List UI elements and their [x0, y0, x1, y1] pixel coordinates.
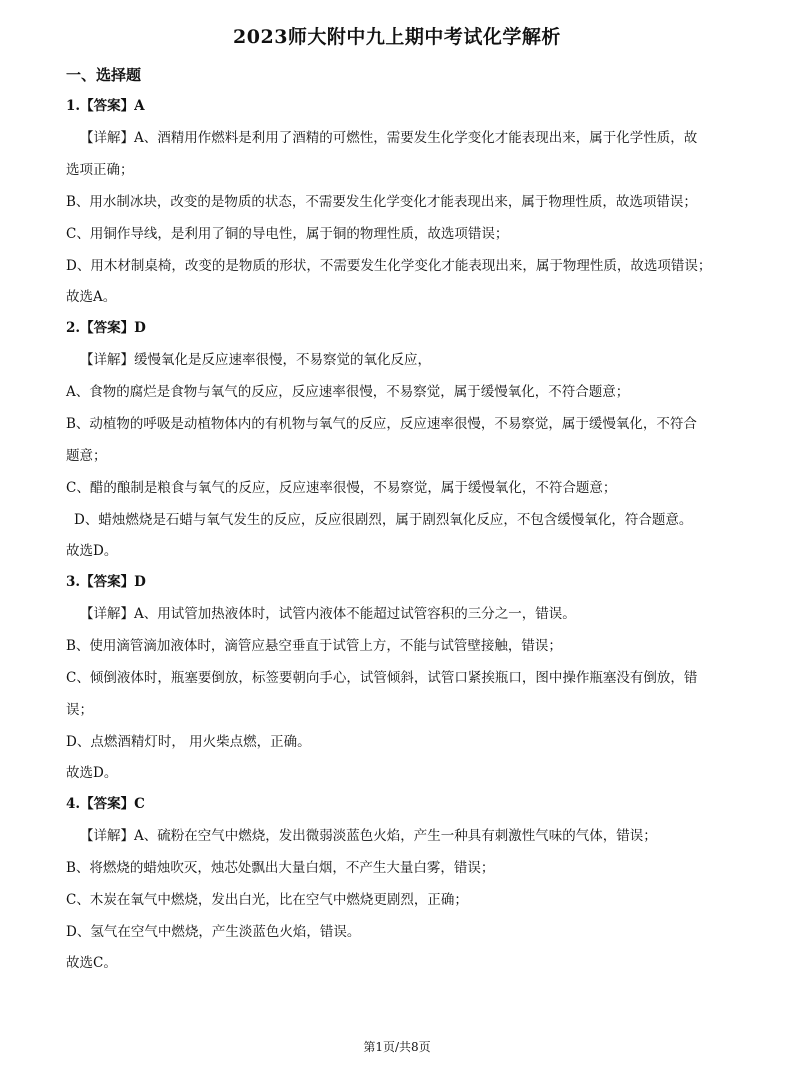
explanation-line: 【详解】缓慢氧化是反应速率很慢，不易察觉的氧化反应， — [80, 352, 431, 368]
explanation-line: 【详解】A、酒精用作燃料是利用了酒精的可燃性，需要发生化学变化才能表现出来，属于化学性质，故 — [80, 130, 698, 146]
conclusion-line: 故选C。 — [66, 955, 117, 971]
explanation-line: A、食物的腐烂是食物与氧气的反应，反应速率很慢，不易察觉，属于缓慢氧化，不符合题意； — [66, 384, 630, 400]
explanation-line: 【详解】A、用试管加热液体时，试管内液体不能超过试管容积的三分之一，错误。 — [80, 606, 576, 622]
explanation-line: B、动植物的呼吸是动植物体内的有机物与氧气的反应，反应速率很慢，不易察觉，属于缓慢氧化，不符合 — [66, 416, 697, 432]
explanation-line: C、醋的酿制是粮食与氧气的反应，反应速率很慢，不易察觉，属于缓慢氧化，不符合题意； — [66, 480, 617, 496]
explanation-line: C、木炭在氧气中燃烧，发出白光，比在空气中燃烧更剧烈，正确； — [66, 892, 468, 908]
explanation-line: B、将燃烧的蜡烛吹灭，烛芯处飘出大量白烟，不产生大量白雾，错误； — [66, 860, 495, 876]
explanation-line: B、用水制冰块，改变的是物质的状态，不需要发生化学变化才能表现出来，属于物理性质，故选项错误； — [66, 194, 697, 210]
explanation-line: C、用铜作导线，是利用了铜的导电性，属于铜的物理性质，故选项错误； — [66, 226, 509, 242]
explanation-line: 误； — [66, 702, 93, 718]
conclusion-line: 故选D。 — [66, 543, 118, 559]
answer-heading-4: 4.【答案】C — [66, 796, 145, 812]
explanation-line: B、使用滴管滴加液体时，滴管应悬空垂直于试管上方，不能与试管壁接触，错误； — [66, 638, 562, 654]
explanation-line: 选项正确； — [66, 162, 134, 178]
explanation-line: D、氢气在空气中燃烧，产生淡蓝色火焰，错误。 — [66, 924, 361, 940]
conclusion-line: 故选D。 — [66, 765, 118, 781]
document-title: 2023师大附中九上期中考试化学解析 — [233, 26, 561, 48]
explanation-line: D、点燃酒精灯时， 用火柴点燃，正确。 — [66, 734, 311, 750]
explanation-line: 题意； — [66, 448, 107, 464]
conclusion-line: 故选A。 — [66, 289, 117, 305]
explanation-line: C、倾倒液体时，瓶塞要倒放，标签要朝向手心，试管倾斜，试管口紧挨瓶口，图中操作瓶塞没有倒放，错 — [66, 670, 698, 686]
answer-heading-2: 2.【答案】D — [66, 320, 146, 336]
page-footer: 第1页/共8页 — [363, 1040, 431, 1054]
explanation-line: D、用木材制桌椅，改变的是物质的形状，不需要发生化学变化才能表现出来，属于物理性质，故选项错误； — [66, 258, 712, 274]
section-heading: 一、选择题 — [66, 66, 142, 84]
answer-heading-1: 1.【答案】A — [66, 98, 145, 114]
explanation-line: 【详解】A、硫粉在空气中燃烧，发出微弱淡蓝色火焰，产生一种具有刺激性气味的气体，错误； — [80, 828, 657, 844]
answer-heading-3: 3.【答案】D — [66, 574, 146, 590]
explanation-line: D、蜡烛燃烧是石蜡与氧气发生的反应，反应很剧烈，属于剧烈氧化反应，不包含缓慢氧化，符合题意。 — [74, 512, 693, 528]
